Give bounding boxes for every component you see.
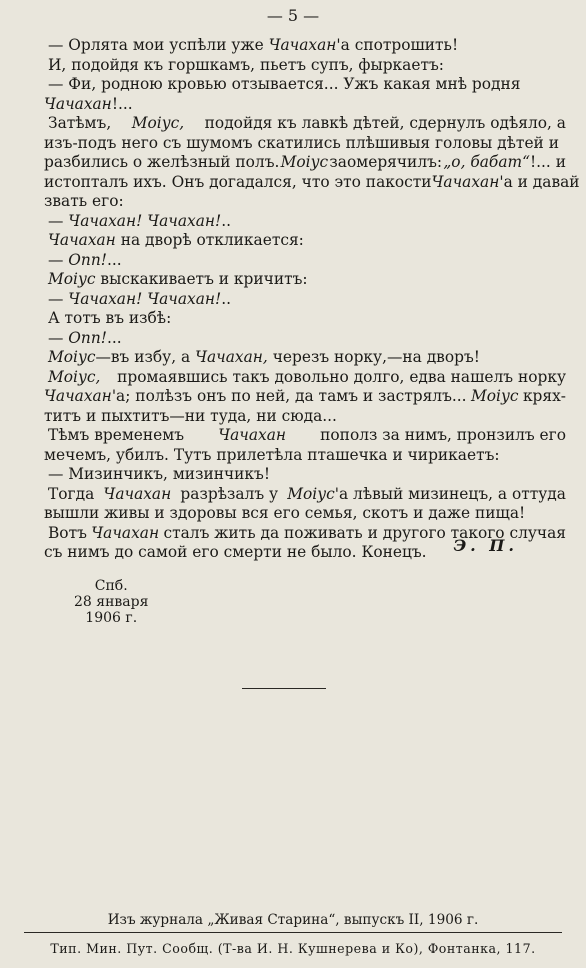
text-line [44,153,566,173]
text-span: разбились о желѣзный полъ. [44,153,280,171]
text-span: Тѣмъ временемъ [48,426,185,444]
text-span: Затѣмъ, [48,114,112,132]
author-signature: Э. П. [453,536,518,555]
text-span: подойдя къ лавкѣ дѣтей, сдернулъ одѣяло, а [204,114,566,132]
italic-name: Чачахан, [195,348,268,366]
text-line [44,95,566,115]
text-line [44,485,566,505]
italic-name: Опп! [68,328,107,347]
text-span: !... и [529,153,566,171]
text-line: — Фи, родною кровью отзывается... Ужъ какая мнѣ родня [48,75,521,93]
text-line: мечемъ, убилъ. Тутъ прилетѣла пташечка и чирикаетъ: [44,445,500,464]
italic-name: Чачахан [103,484,172,503]
page-number: — 5 — [266,6,320,25]
italic-name: Чачахан [218,426,287,444]
text-span: крях- [522,387,566,405]
italic-exclamation: „о, бабат“ [443,153,530,171]
text-line: звать его: [44,192,124,210]
italic-name: Чачахан [44,387,112,405]
text-span: 'а и давай [499,172,580,191]
text-span: разрѣзалъ у [180,484,279,503]
text-span: — [48,328,64,347]
text-line [44,348,566,368]
dateline-city: Спб. [94,578,128,594]
text-line: И, подойдя къ горшкамъ, пьетъ супъ, фыркаетъ: [48,55,444,74]
text-span: 'а; полѣзъ онъ по ней, да тамъ и застрялъ... [111,387,467,405]
text-span: на дворѣ откликается: [120,231,304,249]
italic-name: Моiус [287,484,335,503]
text-line [44,290,566,310]
text-span: пополз за нимъ, пронзилъ его [320,426,566,444]
text-line [44,368,566,388]
text-line [44,212,566,232]
italic-name: Чачахан [91,523,160,542]
italic-name: Чачахан [268,36,337,54]
text-line [44,114,566,134]
italic-name: Моiус, [131,114,185,132]
dateline [74,578,148,626]
text-span: .. [221,211,231,230]
text-line: титъ и пыхтитъ—ни туда, ни сюда... [44,406,337,425]
story-text [44,36,580,563]
text-span: промаявшись такъ довольно долго, едва нашелъ норку [117,367,566,386]
text-span: — [48,250,64,269]
text-line: вышли живы и здоровы вся его семья, скотъ и даже пища! [44,504,526,522]
italic-name: Моiус, [48,367,101,386]
italic-name: Чачахан! Чачахан! [68,211,222,230]
text-span: — [48,289,64,308]
text-span: выскакиваетъ и кричитъ: [100,270,308,288]
dateline-date: 28 января [74,594,149,610]
text-span: 'а спотрошить! [336,36,459,54]
text-span: сталъ жить да поживать и другого такого случая [163,523,566,542]
italic-name: Чачахан [431,172,500,191]
italic-name: Моiус [48,270,96,288]
text-span: ... [106,250,122,269]
text-line [44,426,566,446]
text-line [44,36,566,56]
text-span: 'а лѣвый мизинецъ, а оттуда [334,484,566,503]
text-span: —въ избу, а [95,348,191,366]
text-span: !... [111,94,133,113]
italic-name: Чачахан [44,94,112,113]
text-line: съ нимъ до самой его смерти не было. Конецъ. [44,543,427,561]
dateline-year: 1906 г. [85,610,138,626]
italic-name: Опп! [68,250,107,269]
text-span: черезъ норку,—на дворъ! [272,348,480,366]
text-span: истопталъ ихъ. Онъ догадался, что это пакости [44,172,432,191]
text-line [44,329,566,349]
text-span: .. [221,289,231,308]
text-line [44,270,566,290]
footer-divider [24,932,562,933]
text-line: А тотъ въ избѣ: [48,309,172,327]
italic-name: Чачахан [48,231,116,249]
italic-name: Моiус [280,153,329,171]
text-line [44,251,566,271]
text-span: — [48,211,64,230]
section-divider [242,688,326,689]
text-line [44,231,566,251]
italic-name: Моiус [48,348,96,366]
printer-imprint: Тип. Мин. Пут. Сообщ. (Т-ва И. Н. Кушнерева и Ко), Фонтанка, 117. [50,941,536,956]
text-span: — Орлята мои успѣли уже [48,36,264,54]
text-line [44,387,566,407]
italic-name: Чачахан! Чачахан! [68,289,222,308]
italic-name: Моiус [471,387,519,405]
text-line: — Мизинчикъ, мизинчикъ! [48,465,271,483]
text-span: ... [106,328,122,347]
text-span: Тогда [48,484,95,503]
text-span: заомерячилъ: [329,153,443,171]
text-span: Вотъ [48,523,87,542]
text-line: изъ-подъ него съ шумомъ скатились плѣшивыя головы дѣтей и [44,133,559,152]
source-note: Изъ журнала „Живая Старина“, выпускъ II, 1906 г. [107,912,479,928]
text-line [44,172,580,193]
